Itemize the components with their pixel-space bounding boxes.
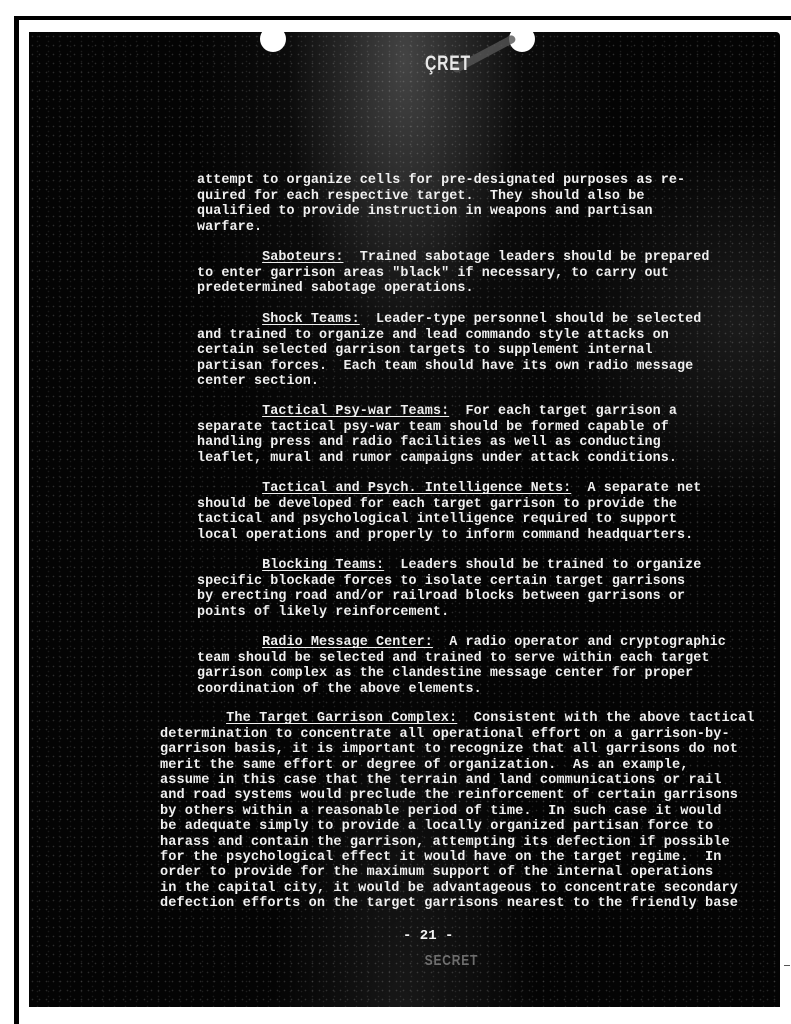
section-intelligence-nets: Tactical and Psych. Intelligence Nets: A separate net should be developed for each target garrison to provide the tactical and psychological intelligence required to support local operations and properly to inform command headquarters. [197, 481, 702, 543]
text-line: specific blockade forces to isolate certain target garrisons [197, 573, 686, 589]
text-line: coordination of the above elements. [197, 681, 482, 697]
text-line: defection efforts on the target garrisons nearest to the friendly base [160, 896, 739, 912]
text-line: and road systems would preclude the reinforcement of certain garrisons [160, 788, 739, 804]
text-line: in the capital city, it would be advantageous to concentrate secondary [160, 880, 739, 896]
text-line: by others within a reasonable period of time. In such case it would [160, 803, 722, 819]
text-line: warfare. [197, 219, 263, 235]
section-heading: Tactical and Psych. Intelligence Nets: [262, 481, 572, 497]
section-target-garrison-complex: The Target Garrison Complex: Consistent with the above tactical determination to concentrate all operational effort on a garrison-by- garrison basis, it is important to recognize that all garrisons do not merit the same effort or degree of organization. As an example, assume in this case that the terrain and land communications or rail and road systems would preclude the reinforcement of certain garrisons by others within a reasonable period of time. In such case it would be adequate simply to provide a locally organized partisan force to harass and contain the garrison, attempting its defection if possible for the psychological effect it would have on the target regime. In order to provide for the maximum support of the internal operations in the capital city, it would be advantageous to concentrate secondary defection efforts on the target garrisons nearest to the friendly base [160, 711, 755, 912]
text-line: order to provide for the maximum support of the internal operations [160, 865, 714, 881]
text-line: garrison basis, it is important to recognize that all garrisons do not [160, 742, 739, 758]
text-line: merit the same effort or degree of organization. As an example, [160, 757, 689, 773]
text-line: to enter garrison areas "black" if necessary, to carry out [197, 265, 669, 281]
section-heading: Radio Message Center: [262, 635, 433, 651]
text-line: local operations and properly to inform command headquarters. [197, 527, 694, 543]
text-line: and trained to organize and lead commando style attacks on [197, 327, 669, 343]
text-line: leaflet, mural and rumor campaigns under attack conditions. [197, 450, 678, 466]
text-line: center section. [197, 374, 320, 390]
section-heading: The Target Garrison Complex: [226, 711, 458, 727]
text-line: quired for each respective target. They should also be [197, 188, 645, 204]
text-line: should be developed for each target garrison to provide the [197, 496, 678, 512]
text-line: predetermined sabotage operations. [197, 281, 474, 297]
section-heading: Saboteurs: [262, 250, 344, 266]
section-tactical-psy-war-teams: Tactical Psy-war Teams: For each target garrison a separate tactical psy-war team should be formed capable of handling press and radio facilities as well as conducting leaflet, mural and rumor campaigns under attack conditions. [197, 404, 678, 466]
page-number: - 21 - [403, 928, 454, 944]
text-line: separate tactical psy-war team should be formed capable of [197, 419, 669, 435]
section-heading: Tactical Psy-war Teams: [262, 404, 450, 420]
classification-stamp-bottom: SECRET [424, 952, 479, 969]
text-line: qualified to provide instruction in weapons and partisan [197, 204, 653, 220]
scan-frame-left-border [14, 16, 19, 1024]
scan-frame-top-border [14, 16, 791, 20]
punch-hole-left-icon [260, 26, 286, 52]
text-line: be adequate simply to provide a locally organized partisan force to [160, 819, 714, 835]
section-radio-message-center: Radio Message Center: A radio operator and cryptographic team should be selected and trained to serve within each target garrison complex as the clandestine message center for proper coordination of the above elements. [197, 635, 726, 697]
text-line: certain selected garrison targets to supplement internal [197, 343, 653, 359]
section-blocking-teams: Blocking Teams: Leaders should be trained to organize specific blockade forces to isolate certain target garrisons by erecting road and/or railroad blocks between garrisons or points of likely reinforcement. [197, 558, 702, 620]
text-line: garrison complex as the clandestine message center for proper [197, 666, 694, 682]
text-line: by erecting road and/or railroad blocks between garrisons or [197, 589, 686, 605]
text-line: attempt to organize cells for pre-designated purposes as re- [197, 173, 686, 189]
text-line: handling press and radio facilities as well as conducting [197, 435, 661, 451]
text-line: points of likely reinforcement. [197, 604, 450, 620]
text-line: tactical and psychological intelligence required to support [197, 512, 678, 528]
section-heading: Blocking Teams: [262, 558, 385, 574]
classification-stamp-top: ÇRET [425, 52, 471, 75]
text-line: partisan forces. Each team should have its own radio message [197, 358, 694, 374]
text-line: for the psychological effect it would have on the target regime. In [160, 850, 722, 866]
text-line: determination to concentrate all operational effort on a garrison-by- [160, 726, 730, 742]
text-line: assume in this case that the terrain and land communications or rail [160, 773, 722, 789]
section-heading: Shock Teams: [262, 312, 360, 328]
section-shock-teams: Shock Teams: Leader-type personnel should be selected and trained to organize and lead commando style attacks on certain selected garrison targets to supplement internal partisan forces. Each team should have its own radio message center section. [197, 312, 702, 390]
edge-mark [784, 965, 790, 966]
text-line: harass and contain the garrison, attempting its defection if possible [160, 834, 730, 850]
section-saboteurs: Saboteurs: Trained sabotage leaders should be prepared to enter garrison areas "black" if necessary, to carry out predetermined sabotage operations. [197, 250, 710, 297]
text-line: team should be selected and trained to serve within each target [197, 650, 710, 666]
